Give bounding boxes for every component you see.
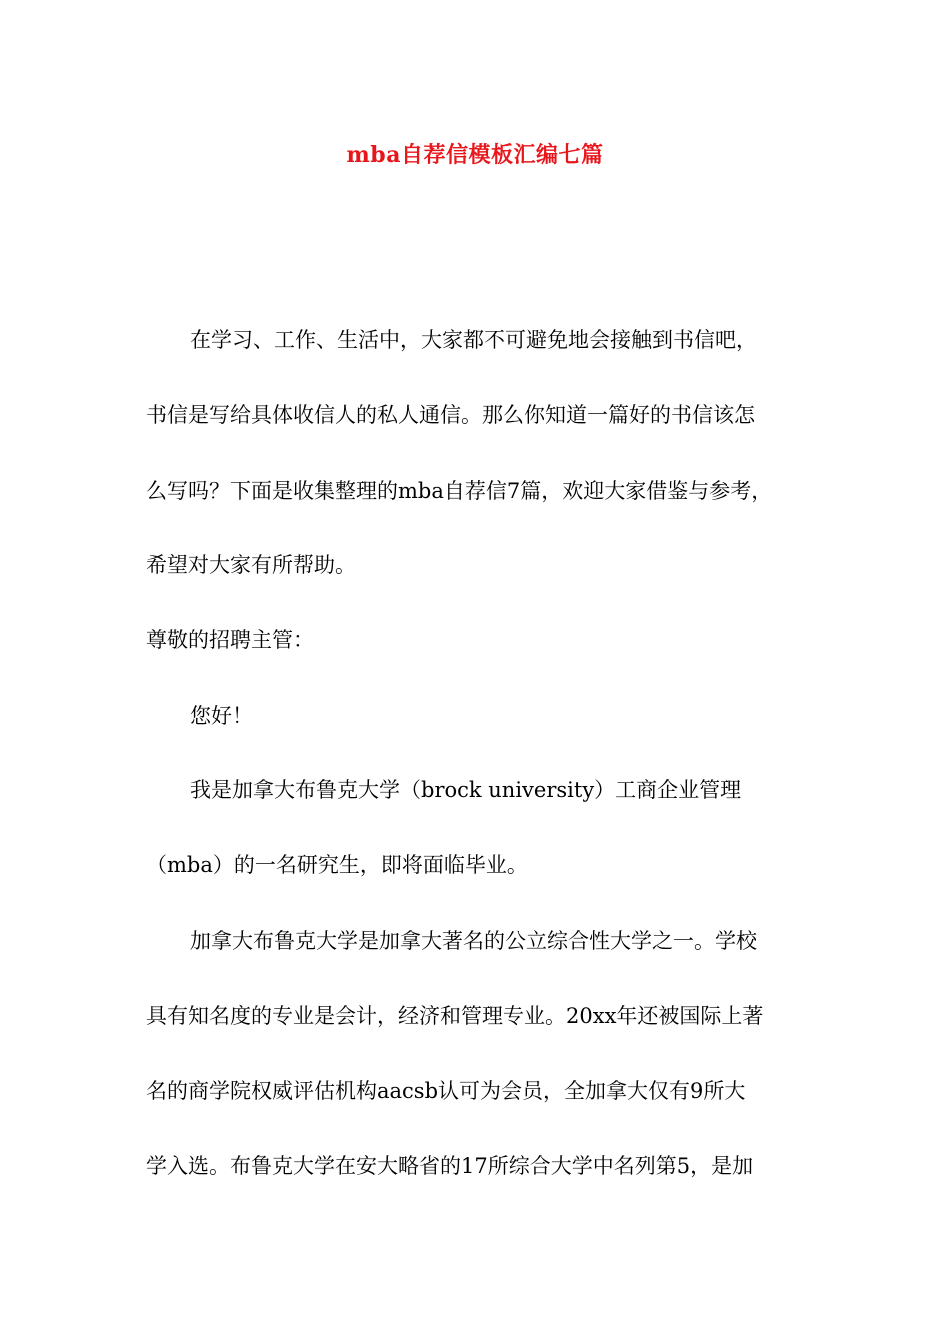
paragraph-line: 名的商学院权威评估机构aacsb认可为会员，全加拿大仅有9所大 bbox=[146, 1079, 746, 1103]
paragraph-line: 学入选。布鲁克大学在安大略省的17所综合大学中名列第5，是加 bbox=[146, 1154, 754, 1178]
paragraph-line: （mba）的一名研究生，即将面临毕业。 bbox=[146, 853, 528, 877]
paragraph-line: 在学习、工作、生活中，大家都不可避免地会接触到书信吧， bbox=[190, 328, 757, 352]
paragraph-line: 加拿大布鲁克大学是加拿大著名的公立综合性大学之一。学校 bbox=[190, 929, 757, 953]
paragraph-line: 我是加拿大布鲁克大学（brock university）工商企业管理 bbox=[190, 778, 742, 802]
salutation-line: 尊敬的招聘主管： bbox=[146, 628, 314, 652]
paragraph-line: 书信是写给具体收信人的私人通信。那么你知道一篇好的书信该怎 bbox=[146, 403, 755, 427]
document-title: mba自荐信模板汇编七篇 bbox=[346, 142, 604, 168]
paragraph-line: 具有知名度的专业是会计，经济和管理专业。20xx年还被国际上著 bbox=[146, 1004, 764, 1028]
greeting-line: 您好！ bbox=[190, 704, 253, 728]
paragraph-line: 希望对大家有所帮助。 bbox=[146, 553, 356, 577]
paragraph-line: 么写吗？下面是收集整理的mba自荐信7篇，欢迎大家借鉴与参考， bbox=[146, 479, 773, 503]
